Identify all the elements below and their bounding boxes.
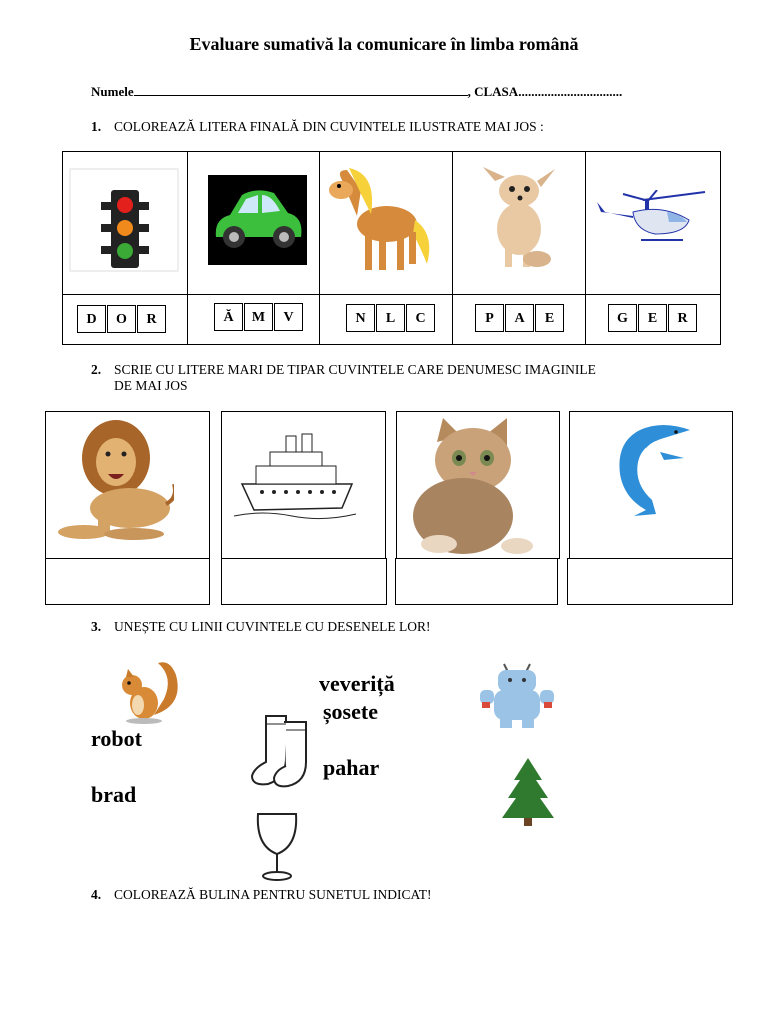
letter-box[interactable]: N	[346, 304, 375, 332]
q2-number: 2.	[91, 362, 102, 377]
letter-box[interactable]: L	[376, 304, 405, 332]
q1-instruction	[91, 119, 544, 135]
word-pahar[interactable]: pahar	[323, 755, 380, 780]
q1-table	[62, 151, 721, 345]
q3-instruction	[91, 619, 430, 635]
robot-toy-icon	[478, 660, 558, 730]
q2-picture-cell	[396, 411, 560, 559]
letters-traffic-light	[77, 305, 167, 333]
name-label: Numele	[91, 84, 134, 99]
q4-text: COLOREAZĂ BULINA PENTRU SUNETUL INDICAT!	[114, 887, 432, 902]
letter-box[interactable]: C	[406, 304, 435, 332]
letter-box[interactable]: E	[535, 304, 564, 332]
q2-answer-box[interactable]	[567, 558, 733, 605]
q2-picture-cell	[221, 411, 386, 559]
kitten-icon	[407, 418, 535, 556]
ship-icon	[232, 432, 360, 520]
lion-icon	[54, 418, 174, 542]
q2-instruction	[91, 362, 711, 394]
word-robot[interactable]: robot	[91, 726, 142, 751]
letter-box[interactable]: P	[475, 304, 504, 332]
letter-box[interactable]: R	[137, 305, 166, 333]
q2-answer-box[interactable]	[45, 558, 210, 605]
letter-box[interactable]: O	[107, 305, 136, 333]
socks-icon	[246, 712, 314, 792]
q3-text: UNEȘTE CU LINII CUVINTELE CU DESENELE LOR!	[114, 619, 431, 634]
q1-number: 1.	[91, 119, 102, 134]
dog-icon	[475, 167, 565, 272]
name-blank[interactable]	[134, 84, 468, 96]
squirrel-icon	[114, 655, 184, 725]
letters-helicopter	[608, 304, 698, 332]
q2-answer-box[interactable]	[221, 558, 387, 605]
traffic-light-icon	[69, 168, 179, 272]
letter-box[interactable]: G	[608, 304, 637, 332]
letters-car	[214, 303, 304, 331]
q2-picture-cell	[569, 411, 733, 559]
letter-box[interactable]: Ă	[214, 303, 243, 331]
letter-box[interactable]: R	[668, 304, 697, 332]
letter-box[interactable]: D	[77, 305, 106, 333]
q2-picture-cell	[45, 411, 210, 559]
word-veverita[interactable]: veveriță	[319, 671, 395, 696]
letter-box[interactable]: E	[638, 304, 667, 332]
q1-text: COLOREAZĂ LITERA FINALĂ DIN CUVINTELE ILUSTRATE MAI JOS :	[114, 119, 544, 134]
letter-box[interactable]: A	[505, 304, 534, 332]
car-icon	[208, 175, 307, 265]
glass-icon	[252, 810, 302, 884]
word-brad[interactable]: brad	[91, 782, 137, 807]
horse-icon	[327, 164, 437, 278]
q2-answer-box[interactable]	[395, 558, 558, 605]
class-label: , CLASA	[467, 84, 519, 99]
fir-tree-icon	[498, 756, 558, 828]
q4-number: 4.	[91, 887, 102, 902]
helicopter-icon	[593, 190, 711, 250]
name-class-line	[91, 84, 622, 100]
q4-instruction	[91, 887, 431, 903]
q2-text: SCRIE CU LITERE MARI DE TIPAR CUVINTELE CARE DENUMESC IMAGINILE	[114, 362, 596, 377]
q3-number: 3.	[91, 619, 102, 634]
class-dots: ................................	[518, 84, 623, 99]
letters-dog	[475, 304, 565, 332]
letter-box[interactable]: M	[244, 303, 273, 331]
page-title: Evaluare sumativă la comunicare în limba română	[189, 34, 579, 54]
letters-horse	[346, 304, 436, 332]
letter-box[interactable]: V	[274, 303, 303, 331]
dolphin-icon	[612, 418, 694, 518]
word-sosete[interactable]: șosete	[323, 699, 378, 724]
q2-text-cont: DE MAI JOS	[114, 378, 188, 393]
